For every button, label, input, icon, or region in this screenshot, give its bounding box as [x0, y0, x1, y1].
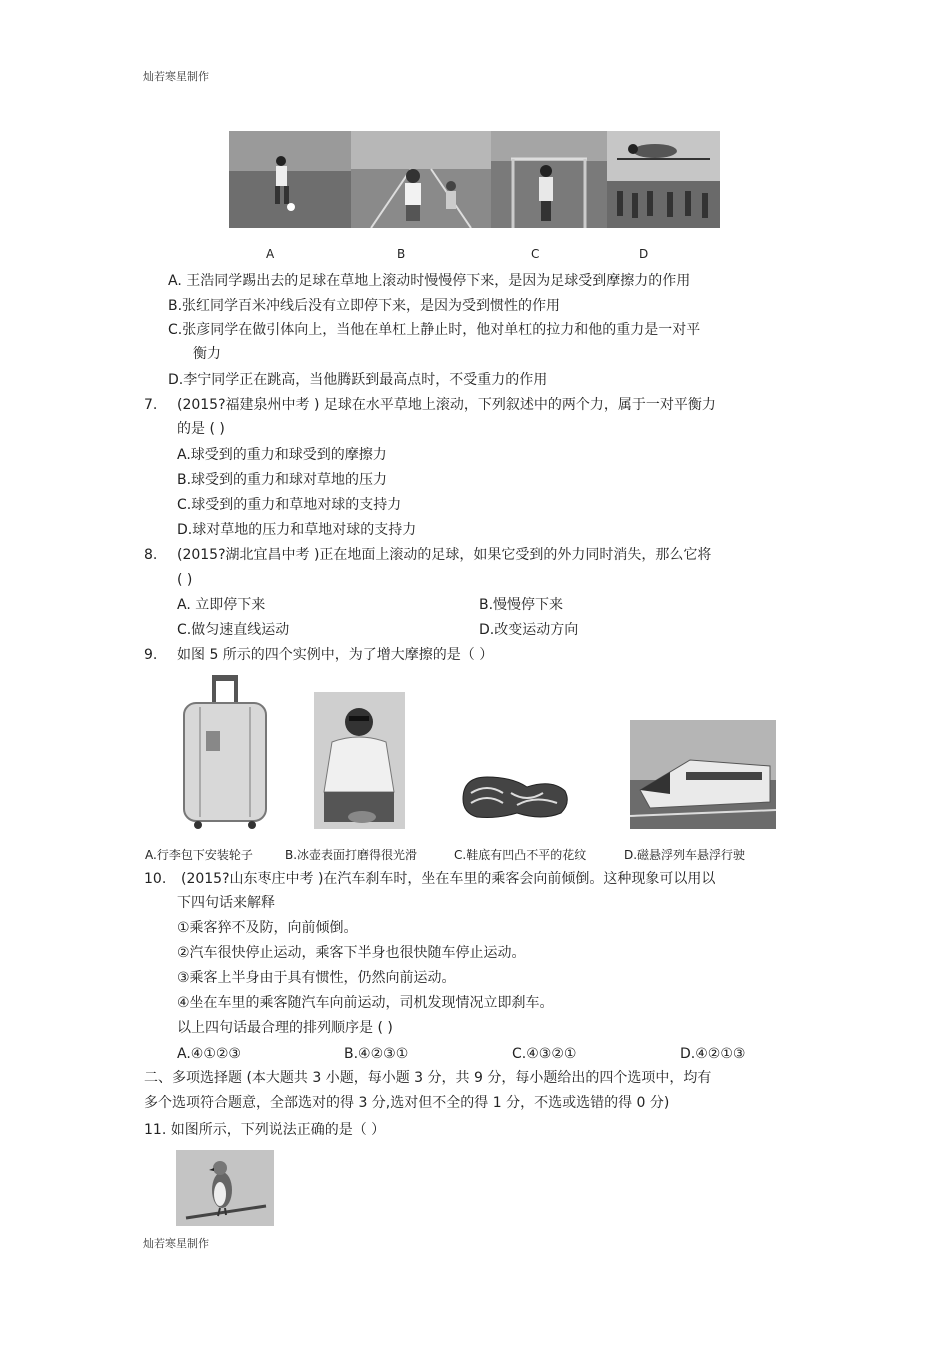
page-footer: 灿若寒星制作 [143, 1237, 209, 1250]
curling-image [314, 692, 405, 829]
bird-image [176, 1150, 274, 1226]
q6-option-c-cont: 衡力 [193, 346, 221, 362]
q8-option-a: A. 立即停下来 [177, 597, 266, 613]
q7-stem-cont: 的是 ( ) [177, 421, 225, 437]
maglev-train-image [630, 720, 776, 829]
photo-pullup [491, 131, 607, 228]
q7-number: 7. [144, 397, 158, 413]
q7-option-d: D.球对草地的压力和草地对球的支持力 [177, 522, 417, 538]
q10-option-d: D.④②①③ [680, 1046, 746, 1062]
q9-caption-c: C.鞋底有凹凸不平的花纹 [454, 848, 587, 862]
section2-heading: 二、多项选择题 (本大题共 3 小题，每小题 3 分，共 9 分，每小题给出的四个选项中，均有 [144, 1070, 712, 1086]
q8-stem: (2015?湖北宜昌中考 )正在地面上滚动的足球，如果它受到的外力同时消失，那么它将 [177, 547, 712, 563]
q6-option-a: A. 王浩同学踢出去的足球在草地上滚动时慢慢停下来，是因为足球受到摩擦力的作用 [168, 273, 691, 289]
q8-stem-cont: ( ) [177, 572, 193, 588]
figure-label-c: C [531, 247, 540, 261]
q10-statement-2: ②汽车很快停止运动，乘客下半身也很快随车停止运动。 [177, 945, 526, 961]
q7-option-b: B.球受到的重力和球对草地的压力 [177, 472, 388, 488]
q8-option-c: C.做匀速直线运动 [177, 622, 290, 638]
suitcase-image [178, 673, 272, 830]
q10-statement-1: ①乘客猝不及防，向前倾倒。 [177, 920, 358, 936]
q10-option-b: B.④②③① [344, 1046, 409, 1062]
q7-option-a: A.球受到的重力和球受到的摩擦力 [177, 447, 387, 463]
q10-number: 10. [144, 871, 167, 887]
photo-sprint [351, 131, 491, 228]
figure-label-a: A [266, 247, 275, 261]
photo-highjump [607, 131, 720, 228]
photo-soccer [229, 131, 351, 228]
q11-stem: 11. 如图所示，下列说法正确的是（ ） [144, 1122, 386, 1138]
shoe-sole-image [457, 769, 573, 824]
q8-number: 8. [144, 547, 158, 563]
q6-option-c: C.张彦同学在做引体向上，当他在单杠上静止时，他对单杠的拉力和他的重力是一对平 [168, 322, 701, 338]
figure-label-d: D [639, 247, 649, 261]
q10-question: 以上四句话最合理的排列顺序是 ( ) [177, 1020, 393, 1036]
q9-number: 9. [144, 647, 158, 663]
q9-caption-a: A.行李包下安装轮子 [145, 848, 253, 862]
q6-option-b: B.张红同学百米冲线后没有立即停下来，是因为受到惯性的作用 [168, 298, 561, 314]
q10-option-a: A.④①②③ [177, 1046, 241, 1062]
q10-option-c: C.④③②① [512, 1046, 577, 1062]
q8-option-d: D.改变运动方向 [479, 622, 579, 638]
figure-label-b: B [397, 247, 406, 261]
q7-option-c: C.球受到的重力和草地对球的支持力 [177, 497, 402, 513]
q6-option-d: D.李宁同学正在跳高，当他腾跃到最高点时，不受重力的作用 [168, 372, 548, 388]
q9-stem: 如图 5 所示的四个实例中，为了增大摩擦的是（ ） [177, 647, 494, 663]
q7-stem: (2015?福建泉州中考 ) 足球在水平草地上滚动，下列叙述中的两个力，属于一对平衡力 [177, 397, 716, 413]
q9-caption-b: B.冰壶表面打磨得很光滑 [285, 848, 418, 862]
section2-heading-cont: 多个选项符合题意，全部选对的得 3 分,选对但不全的得 1 分，不选或选错的得 0 分) [144, 1095, 670, 1111]
q10-statement-4: ④坐在车里的乘客随汽车向前运动，司机发现情况立即刹车。 [177, 995, 554, 1011]
q9-caption-d: D.磁悬浮列车悬浮行驶 [624, 848, 746, 862]
q10-stem: (2015?山东枣庄中考 )在汽车刹车时，坐在车里的乘客会向前倾倒。这种现象可以用以 [181, 871, 716, 887]
q8-option-b: B.慢慢停下来 [479, 597, 564, 613]
page-header: 灿若寒星制作 [143, 70, 209, 83]
q10-statement-3: ③乘客上半身由于具有惯性，仍然向前运动。 [177, 970, 456, 986]
q10-stem-cont: 下四句话来解释 [177, 895, 275, 911]
